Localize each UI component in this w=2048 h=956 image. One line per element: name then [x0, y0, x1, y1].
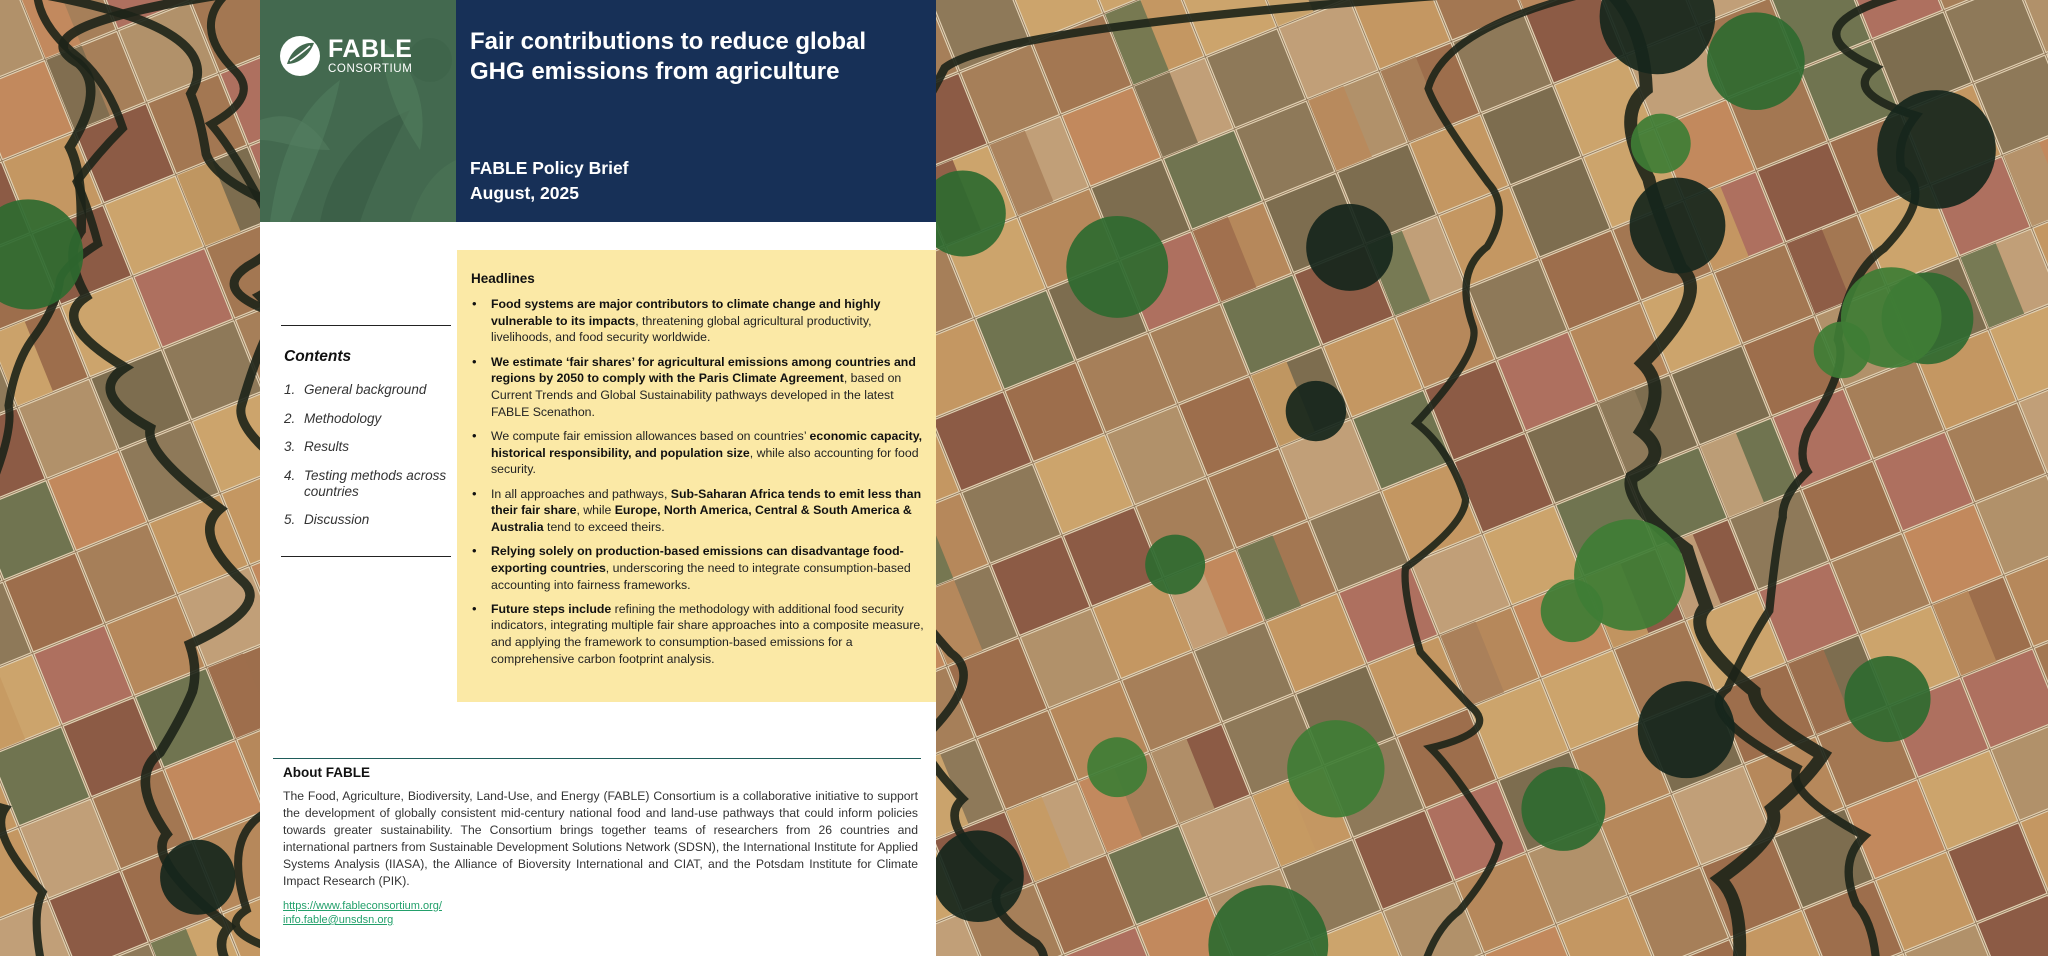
policy-brief-page: [260, 0, 936, 956]
contents-title: Contents: [284, 348, 352, 365]
email-link[interactable]: info.fable@unsdsn.org: [283, 914, 394, 926]
about-section: [273, 758, 921, 927]
contents-item[interactable]: [281, 411, 451, 427]
headline-item: [471, 601, 924, 668]
contents-item-number: 3.: [284, 439, 296, 454]
contents-item-number: 5.: [284, 512, 296, 527]
headline-bold-text: We estimate ‘fair shares’ for agricultural emissions among countries and regions by 2050 to comply with the Paris Climate Agreement: [491, 354, 916, 386]
contents-item-label: General background: [304, 382, 427, 397]
contents-item-number: 2.: [284, 410, 296, 426]
document-title: Fair contributions to reduce global GHG emissions from agriculture: [470, 28, 867, 85]
title-panel: [456, 0, 936, 222]
contents-item-label: Results: [304, 439, 350, 454]
headline-item: [471, 486, 924, 536]
contents-item[interactable]: [281, 468, 451, 500]
headline-bold-text: Europe, North America, Central & South America & Australia: [491, 503, 912, 534]
headline-item: [471, 543, 924, 593]
headline-text: refining the methodology with additional food security indicators, integrating multiple fair share approaches into a composite measure, and applying the framework to consumption-based emissions for a comprehensive carbon footprint analysis.: [491, 601, 924, 666]
headline-text: We compute fair emission allowances based on countries’: [491, 428, 810, 443]
logo-panel: [260, 0, 456, 222]
headline-text: , threatening global agricultural productivity, livelihoods, and food security worldwide.: [491, 313, 872, 345]
headline-text: In all approaches and pathways,: [491, 486, 671, 501]
fable-logo[interactable]: [278, 34, 412, 78]
headlines-list: [471, 296, 924, 668]
headline-item: [471, 296, 924, 346]
headline-bold-text: Sub-Saharan Africa tends to emit less than their fair share: [491, 486, 922, 518]
headline-bold-text: Future steps include: [491, 601, 612, 616]
contents-list: [281, 382, 451, 528]
contents-item-label: Methodology: [304, 410, 382, 426]
headline-item: [471, 428, 924, 478]
about-body: The Food, Agriculture, Biodiversity, Land-Use, and Energy (FABLE) Consortium is a collaborative initiative to support the development of globally consistent mid-century national food and land-use pathways that could inform policies towards greater sustainability. The Consortium brings together teams of researchers from 26 countries and international partners from Sustainable Development Solutions Network (SDSN), the International Institute for Applied Systems Analysis (IIASA), the Alliance of Bioversity International and CIAT, and the Potsdam Institute for Climate Impact Research (PIK).: [283, 789, 918, 888]
headlines-title: Headlines: [471, 271, 535, 286]
contents-box: [281, 325, 451, 557]
aerial-farmland-image-right: [936, 0, 2048, 956]
brief-type: FABLE Policy Brief: [470, 158, 629, 178]
headlines-box: [457, 250, 936, 702]
contents-item[interactable]: [281, 512, 451, 528]
contents-item[interactable]: [281, 382, 451, 398]
contents-item-label: Testing methods across countries: [304, 467, 447, 499]
contents-item-number: 1.: [284, 382, 296, 397]
headline-text: , while: [576, 503, 615, 518]
contents-item-number: 4.: [284, 467, 296, 483]
about-title: About FABLE: [283, 765, 370, 780]
aerial-farmland-image-left: [0, 0, 260, 956]
headline-text: , while also accounting for food security.: [491, 445, 919, 477]
website-link[interactable]: https://www.fableconsortium.org/: [283, 900, 442, 912]
contents-item-label: Discussion: [304, 512, 370, 527]
headline-text: , underscoring the need to integrate consumption-based accounting into fairness frameworks.: [491, 560, 911, 592]
headline-text: tend to exceed theirs.: [543, 519, 665, 534]
brief-date: August, 2025: [470, 183, 579, 203]
headline-item: [471, 354, 924, 421]
headline-text: , based on Current Trends and Global Sustainability pathways developed in the latest FABLE Scenathon.: [491, 371, 902, 419]
logo-name: FABLE: [328, 34, 413, 63]
headline-bold-text: economic capacity, historical responsibility, and population size: [491, 428, 923, 460]
headline-bold-text: Food systems are major contributors to climate change and highly vulnerable to its impacts: [491, 297, 881, 328]
contents-item[interactable]: [281, 439, 451, 455]
logo-subname: CONSORTIUM: [328, 62, 413, 75]
fable-leaf-logo-icon: [278, 34, 322, 78]
headline-bold-text: Relying solely on production-based emissions can disadvantage food-exporting countries: [491, 544, 904, 575]
